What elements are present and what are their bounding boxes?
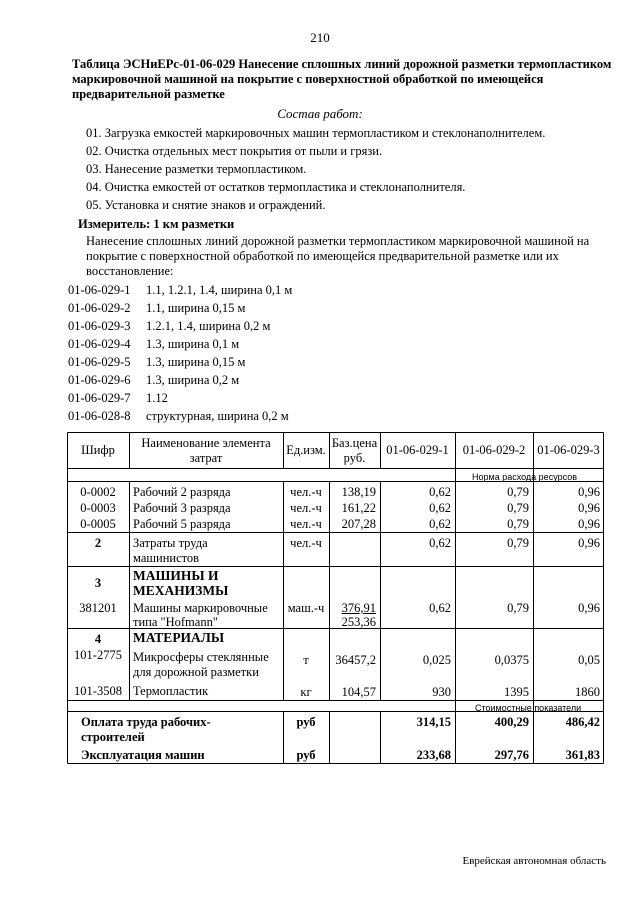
worker-v1: 0,62	[429, 501, 451, 515]
cost-row-name: Оплата труда рабочих-	[81, 715, 211, 729]
variant-row	[68, 355, 245, 370]
material-v1: 930	[432, 685, 451, 699]
variant-code: 01-06-028-8	[68, 409, 131, 423]
variant-code: 01-06-029-5	[68, 355, 131, 369]
worker-code: 0-0005	[80, 517, 116, 531]
variant-row	[68, 283, 292, 298]
page-number: 210	[310, 30, 330, 45]
work-item: 03. Нанесение разметки термопластиком.	[86, 162, 307, 176]
machinists-v1: 0,62	[429, 536, 451, 550]
norm-label: Норма расхода ресурсов	[472, 472, 577, 482]
machinists-v2: 0,79	[507, 536, 529, 550]
materials-section-code: 4	[94, 632, 102, 646]
machinists-unit: чел.-ч	[290, 536, 322, 550]
header-unit: Ед.изм.	[286, 443, 326, 457]
header-col1: 01-06-029-1	[386, 443, 449, 457]
variant-text: 1.3, ширина 0,1 м	[146, 337, 240, 351]
material-code: 101-2775	[74, 648, 122, 662]
header-code: Шифр	[81, 443, 115, 457]
cost-row-v2: 297,76	[494, 748, 529, 762]
material-price: 36457,2	[335, 653, 376, 667]
variant-code: 01-06-029-6	[68, 373, 131, 387]
worker-v3: 0,96	[578, 501, 600, 515]
material-v2: 0,0375	[494, 653, 529, 667]
variant-row	[68, 391, 168, 406]
header-price-2: руб.	[343, 451, 366, 465]
machine-price-2: 253,36	[341, 615, 376, 629]
cost-row-v2: 400,29	[494, 715, 529, 729]
variant-code: 01-06-029-7	[68, 391, 131, 405]
worker-unit: чел.-ч	[290, 485, 322, 499]
variant-text: 1.3, ширина 0,2 м	[146, 373, 240, 387]
header-col3: 01-06-029-3	[537, 443, 600, 457]
material-v2: 1395	[504, 685, 529, 699]
material-unit: т	[303, 653, 309, 667]
worker-v3: 0,96	[578, 485, 600, 499]
composition-heading: Состав работ:	[277, 106, 363, 121]
cost-row-v1: 314,15	[416, 715, 451, 729]
machines-section-title: МАШИНЫ И	[133, 568, 219, 583]
machines-section-code: 3	[94, 576, 102, 590]
variant-text: структурная, ширина 0,2 м	[146, 409, 289, 423]
material-v3: 1860	[575, 685, 600, 699]
machine-unit: маш.-ч	[287, 601, 325, 615]
worker-v2: 0,79	[507, 501, 529, 515]
variant-code: 01-06-029-2	[68, 301, 131, 315]
material-price: 104,57	[341, 685, 376, 699]
material-v3: 0,05	[578, 653, 600, 667]
variant-text: 1.2.1, 1.4, ширина 0,2 м	[146, 319, 271, 333]
resource-table	[67, 432, 604, 764]
variant-text: 1.1, ширина 0,15 м	[146, 301, 246, 315]
material-name-2: для дорожной разметки	[133, 665, 259, 679]
worker-price: 161,22	[341, 501, 376, 515]
worker-unit: чел.-ч	[290, 517, 322, 531]
worker-v3: 0,96	[578, 517, 600, 531]
cost-row-unit: руб	[296, 748, 316, 762]
machines-section-title-2: МЕХАНИЗМЫ	[133, 583, 229, 598]
variant-row	[68, 373, 239, 388]
measure-unit: Измеритель: 1 км разметки	[78, 217, 235, 231]
cost-row-unit: руб	[296, 715, 316, 729]
machine-code: 381201	[79, 601, 117, 615]
cost-row-v3: 486,42	[565, 715, 600, 729]
cost-row-name: Эксплуатация машин	[81, 748, 205, 762]
variant-text: 1.1, 1.2.1, 1.4, ширина 0,1 м	[146, 283, 293, 297]
cost-row-name-2: строителей	[81, 730, 145, 744]
worker-name: Рабочий 2 разряда	[133, 485, 231, 499]
work-description: Нанесение сплошных линий дорожной разметки термопластиком маркировочной машиной на покрытие с поверхностной обработкой по имеющейся предварительной разметке или их восстановление:	[86, 234, 590, 278]
machine-price: 376,91	[341, 601, 376, 615]
cost-row-v1: 233,68	[416, 748, 451, 762]
variant-row	[68, 337, 239, 352]
worker-v1: 0,62	[429, 517, 451, 531]
variant-code: 01-06-029-1	[68, 283, 131, 297]
worker-v2: 0,79	[507, 517, 529, 531]
machine-name-2: типа "Hofmann"	[133, 615, 218, 629]
variant-row	[68, 409, 289, 424]
header-name: Наименование элемента	[141, 436, 271, 450]
header-price: Баз.цена	[331, 436, 378, 450]
machinists-name: Затраты труда	[133, 536, 208, 550]
material-code: 101-3508	[74, 684, 122, 698]
cost-label: Стоимостные показатели	[475, 703, 582, 713]
variant-text: 1.3, ширина 0,15 м	[146, 355, 246, 369]
materials-section-title: МАТЕРИАЛЫ	[133, 630, 225, 645]
material-unit: кг	[300, 685, 312, 699]
machinists-v3: 0,96	[578, 536, 600, 550]
machine-v1: 0,62	[429, 601, 451, 615]
material-v1: 0,025	[422, 653, 451, 667]
worker-name: Рабочий 3 разряда	[133, 501, 231, 515]
cost-row-v3: 361,83	[565, 748, 600, 762]
machine-v3: 0,96	[578, 601, 600, 615]
page-footer: Еврейская автономная область	[462, 855, 606, 867]
variant-text: 1.12	[146, 391, 168, 405]
header-name-2: затрат	[189, 451, 223, 465]
work-item: 01. Загрузка емкостей маркировочных машин термопластиком и стеклонаполнителем.	[86, 126, 546, 140]
work-item: 05. Установка и снятие знаков и ограждений.	[86, 198, 326, 212]
header-col2: 01-06-029-2	[462, 443, 526, 457]
worker-name: Рабочий 5 разряда	[133, 517, 231, 531]
variant-code: 01-06-029-3	[68, 319, 131, 333]
worker-v1: 0,62	[429, 485, 451, 499]
machinists-name-2: машинистов	[133, 551, 200, 565]
worker-price: 207,28	[341, 517, 376, 531]
worker-v2: 0,79	[507, 485, 529, 499]
machinists-code: 2	[94, 536, 102, 550]
worker-price: 138,19	[341, 485, 376, 499]
variant-row	[68, 301, 245, 316]
worker-unit: чел.-ч	[290, 501, 322, 515]
work-item: 02. Очистка отдельных мест покрытия от пыли и грязи.	[86, 144, 383, 158]
worker-code: 0-0002	[80, 485, 116, 499]
machine-v2: 0,79	[507, 601, 529, 615]
table-title: Таблица ЭСНиЕРс-01-06-029 Нанесение сплошных линий дорожной разметки термопластиком маркировочной машиной на покрытие с поверхностной обработкой по имеющейся предварительной разметке	[72, 57, 612, 101]
material-name: Термопластик	[133, 684, 209, 698]
work-item: 04. Очистка емкостей от остатков термопластика и стеклонаполнителя.	[86, 180, 466, 194]
machine-name: Машины маркировочные	[133, 601, 268, 615]
material-name: Микросферы стеклянные	[133, 650, 269, 664]
variant-code: 01-06-029-4	[68, 337, 131, 351]
variant-row	[68, 319, 270, 334]
worker-code: 0-0003	[80, 501, 116, 515]
